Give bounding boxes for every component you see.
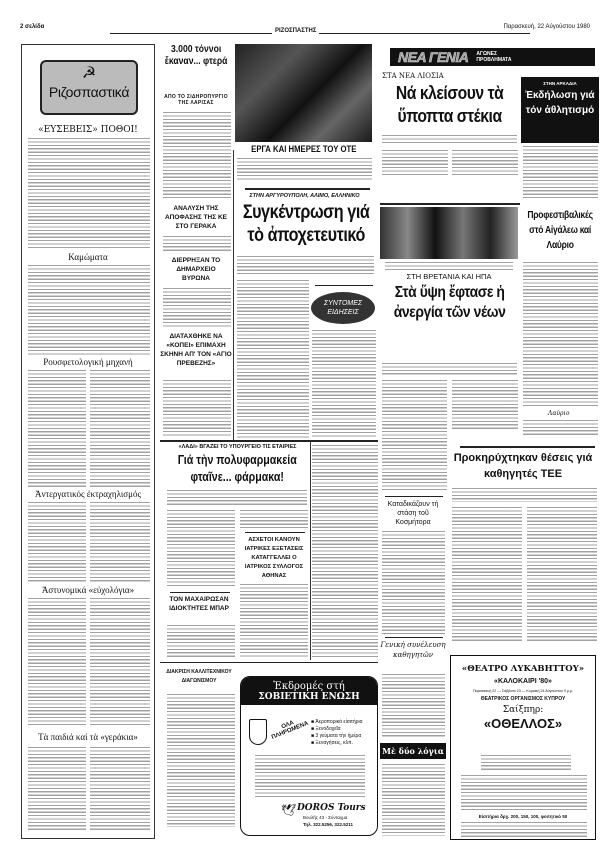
assembly-headline: Γενική συνέλευση καθηγητῶν bbox=[380, 641, 446, 659]
article-body-text bbox=[382, 380, 447, 492]
divider bbox=[310, 440, 311, 660]
story-preveza-title: ΔΙΑΤΑΧΘΗΚΕ ΝΑ «ΚΟΠΕΙ» ΕΠΙΜΑΧΗ ΣΚΗΝΗ ΑΠ' ΤΟΝ «ΑΓΙΟ ΠΡΕΒΕΖΗΣ» bbox=[160, 333, 232, 367]
hammer-sickle-icon: ☭ bbox=[81, 65, 97, 82]
article-body-text bbox=[452, 150, 518, 177]
article-body-text bbox=[237, 280, 309, 438]
article-body-text bbox=[523, 420, 598, 436]
subhead: Ρουσφετολογική μηχανή bbox=[43, 357, 133, 367]
article-body-text bbox=[382, 531, 445, 635]
ad-title-1: Ἐκδρομές στή bbox=[273, 681, 345, 692]
subhead: Καμώματα bbox=[68, 252, 108, 262]
divider bbox=[160, 440, 378, 442]
divider bbox=[385, 637, 443, 638]
divider bbox=[170, 592, 230, 593]
theatre-dates: Παρασκευή 22 — Σάββατο 23 — Κυριακή 24 Αὐγούστου 9 μ.μ. bbox=[472, 689, 574, 693]
unemployment-photo bbox=[380, 207, 518, 259]
article-body-text bbox=[382, 135, 517, 145]
ad-bullets bbox=[311, 719, 363, 747]
article-body-text bbox=[28, 265, 150, 355]
divider bbox=[315, 285, 373, 286]
arkadia-headline: Ἐκδήλωση γιά τόν ἀθλητισμό bbox=[525, 90, 595, 116]
article-body-text bbox=[163, 236, 231, 252]
banner-title: ΝΕΑ ΓΕΝΙΑ bbox=[398, 49, 469, 65]
article-body-text bbox=[255, 755, 365, 799]
article-body-text bbox=[90, 370, 150, 487]
divider bbox=[160, 662, 378, 663]
theatre-title: «ΘΕΑΤΡΟ ΛΥΚΑΒΗΤΤΟΥ» bbox=[461, 664, 585, 674]
bird-logo-icon: 🕊 bbox=[281, 803, 297, 817]
article-body-text bbox=[312, 330, 376, 438]
divider bbox=[233, 150, 234, 440]
column-title: «ΕΥΣΕΒΕΙΣ» ΠΟΘΟΙ! bbox=[38, 125, 138, 135]
drainage-headline: Συγκέντρωση γιά τὸ ἀποχετευτικό bbox=[242, 202, 370, 246]
theatre-play: «ΟΘΕΛΛΟΣ» bbox=[483, 716, 563, 731]
festival-headline: Προφεστιβαλικές στό Αἰγάλεω καί Λαύριο bbox=[527, 210, 593, 251]
divider bbox=[385, 496, 443, 497]
article-body-text bbox=[237, 256, 374, 274]
theatre-ad[interactable] bbox=[450, 655, 596, 840]
pharma-kicker: «ΛΑΔΙ» ΒΓΑΖΕΙ ΤΟ ΥΠΟΥΡΓΕΙΟ ΤΙΣ ΕΤΑΙΡΙΕΣ bbox=[178, 444, 297, 450]
header-rule bbox=[110, 33, 530, 34]
brief-box: Μὲ δύο λόγια bbox=[380, 743, 446, 759]
article-body-text bbox=[28, 370, 86, 487]
article-body-text bbox=[28, 747, 86, 832]
article-body-text bbox=[481, 755, 571, 772]
ad-bullet: ■ Ἀεροπορικά εἰσιτήρια bbox=[311, 719, 363, 725]
article-body-text bbox=[163, 380, 231, 437]
article-body-text bbox=[523, 146, 598, 200]
bar-title: ΤΟΝ ΜΑΧΑΙΡΩΣΑΝ ΙΔΙΟΚΤΗΤΕΣ ΜΠΑΡ bbox=[169, 596, 229, 612]
masthead: ΡΙΖΟΣΠΑΣΤΗΣ bbox=[272, 28, 319, 34]
article-body-text bbox=[90, 598, 150, 726]
drainage-kicker: ΣΤΗΝ ΑΡΓΥΡΟΥΠΟΛΗ, ΑΛΙΜΟ, ΕΛΛΗΝΙΚΟ bbox=[249, 193, 360, 199]
article-body-text bbox=[312, 445, 378, 657]
article-body-text bbox=[167, 510, 235, 588]
divider bbox=[460, 446, 595, 448]
story-steel-title: 3.000 τόννοι ἔκαναν... φτερά bbox=[164, 44, 228, 67]
banner-subtitle: ΑΓΩΝΕΣ ΠΡΟΒΛΗΜΑΤΑ bbox=[476, 51, 512, 63]
nea-genia-banner bbox=[390, 48, 595, 66]
page-date: Παρασκευή, 22 Αὐγούστου 1980 bbox=[500, 24, 590, 30]
theatre-tickets: Εἰσιτήρια δρχ. 200, 150, 100, φοιτητικό 50 bbox=[478, 814, 568, 819]
divider bbox=[245, 188, 370, 190]
article-body-text bbox=[452, 507, 522, 642]
logo-text: Ριζοσπαστικά bbox=[48, 84, 130, 100]
ad-stamp: ΟΛΑ ΠΛΗΡΩΜΕΝΑ bbox=[270, 720, 310, 741]
ad-header bbox=[241, 677, 377, 705]
article-body-text bbox=[163, 112, 231, 198]
ad-brand: DOROS Tours bbox=[297, 803, 366, 813]
liosia-kicker: ΣΤΑ ΝΕΑ ΛΙΟΣΙΑ bbox=[382, 72, 444, 80]
briefs-badge: ΣΥΝΤΟΜΕΣ ΕΙΔΗΣΕΙΣ bbox=[311, 292, 375, 324]
article-body-text bbox=[240, 510, 308, 530]
article-body-text bbox=[28, 598, 86, 726]
article-body-text bbox=[28, 502, 86, 582]
article-body-text bbox=[461, 822, 587, 837]
theatre-company: ΘΕΑΤΡΙΚΟΣ ΟΡΓΑΝΙΣΜΟΣ ΚΥΠΡΟΥ bbox=[480, 696, 566, 702]
ote-photo bbox=[235, 44, 372, 142]
ad-title-2: ΣΟΒΙΕΤΙΚΗ ΕΝΩΣΗ bbox=[258, 692, 360, 702]
subhead: Τὰ παιδιά καί τὰ «γεράκια» bbox=[38, 732, 138, 742]
article-body-text bbox=[382, 674, 445, 737]
article-body-text bbox=[90, 502, 150, 582]
story-vyronas-title: ΔΙΕΡΡΗΞΑΝ ΤΟ ΔΗΜΑΡΧΕΙΟ ΒΥΡΩΝΑ bbox=[171, 257, 221, 282]
article-body-text bbox=[163, 288, 231, 328]
article-body-text bbox=[167, 694, 235, 827]
ad-phone: Τηλ. 322.5256, 322.5211 bbox=[303, 822, 353, 827]
article-body-text bbox=[382, 764, 445, 836]
dean-headline: Καταδικάζουν τή στάση τοῦ Κοσμήτορα bbox=[387, 501, 439, 526]
contest-title: ΔΙΑΚΡΙΣΗ ΚΑΛΛΙΤΕΧΝΙΚΟΥ ΔΙΑΓΩΝΙΣΜΟΥ bbox=[166, 669, 232, 684]
article-body-text bbox=[452, 488, 597, 502]
liosia-headline: Νά κλείσουν τὰ ὕποπτα στέκια bbox=[395, 83, 504, 126]
pharma-headline: Γιά τὴν πολυφαρμακεία φταῖνε... φάρμακα! bbox=[177, 453, 297, 484]
theatre-season: «ΚΑΛΟΚΑΙΡΙ '80» bbox=[494, 678, 552, 685]
subhead: Ἀστυνομικά «εὐχολόγια» bbox=[41, 585, 135, 595]
article-body-text bbox=[382, 363, 517, 375]
article-body-text bbox=[237, 158, 372, 182]
ote-caption: ΕΡΓΑ ΚΑΙ ΗΜΕΡΕΣ ΤΟΥ ΟΤΕ bbox=[251, 144, 357, 154]
article-body-text bbox=[382, 150, 448, 177]
divider bbox=[245, 532, 305, 533]
lavrio-subhead: Λαύριο bbox=[548, 410, 570, 417]
tee-headline: Προκηρύχτηκαν θέσεις γιά καθηγητές ΤΕΕ bbox=[453, 452, 593, 480]
ad-bullet: ■ Ξεναγήσεις, κλπ. bbox=[311, 740, 354, 746]
subhead: Ἀντεργατικός ἐκτραχηλισμός bbox=[34, 489, 142, 499]
page-number: 2 σελίδα bbox=[20, 24, 45, 30]
rizospastika-logo bbox=[40, 60, 138, 115]
ad-address: Βουλῆς 43 - Σύνταγμα bbox=[303, 815, 348, 820]
article-body-text bbox=[167, 490, 307, 506]
ussr-tours-ad[interactable] bbox=[240, 676, 378, 836]
article-body-text bbox=[385, 262, 513, 270]
uk-headline: Στὰ ὕψη ἔφτασε ἡ ἀνεργία τῶν νέων bbox=[393, 284, 506, 321]
ad-bullet: ■ 3 γεύματα τὴν ἡμέρα bbox=[311, 733, 362, 739]
arkadia-kicker: ΣΤΗΝ ΑΡΚΑΔΙΑ bbox=[543, 81, 577, 86]
article-body-text bbox=[167, 625, 235, 657]
olympic-torch-icon bbox=[249, 719, 267, 745]
rizospastika-column bbox=[21, 44, 155, 839]
doctors-title: ΑΣΧΕΤΟΙ ΚΑΝΟΥΝ ΙΑΤΡΙΚΕΣ ΕΞΕΤΑΣΕΙΣ ΚΑΤΑΓΓΕΛΛΕΙ Ο ΙΑΤΡΙΚΟΣ ΣΥΛΛΟΓΟΣ ΑΘΗΝΑΣ bbox=[244, 537, 304, 579]
story-steel-kicker: ΑΠΟ ΤΟ ΣΙΔΗΡΟΠΥΡΓΙΟ ΤΗΣ ΛΑΡΙΣΑΣ bbox=[164, 94, 228, 106]
uk-kicker: ΣΤΗ ΒΡΕΤΑΝΙΑ ΚΑΙ ΗΠΑ bbox=[406, 272, 492, 281]
article-body-text bbox=[28, 138, 150, 248]
ad-bullet: ■ Ξενοδοχεῖα bbox=[311, 726, 341, 732]
article-body-text bbox=[461, 775, 587, 811]
article-body-text bbox=[240, 584, 308, 657]
article-body-text bbox=[452, 380, 518, 430]
divider bbox=[380, 203, 520, 205]
arkadia-box bbox=[521, 77, 599, 143]
story-gerakas-title: ΑΝΑΛΥΣΗ ΤΗΣ ΑΠΟΦΑΣΗΣ ΤΗΣ ΚΕ ΣΤΟ ΓΕΡΑΚΑ bbox=[164, 205, 227, 230]
article-body-text bbox=[523, 262, 598, 407]
article-body-text bbox=[527, 507, 597, 642]
article-body-text bbox=[90, 747, 150, 832]
theatre-author: Σαίξπηρ: bbox=[502, 705, 544, 715]
